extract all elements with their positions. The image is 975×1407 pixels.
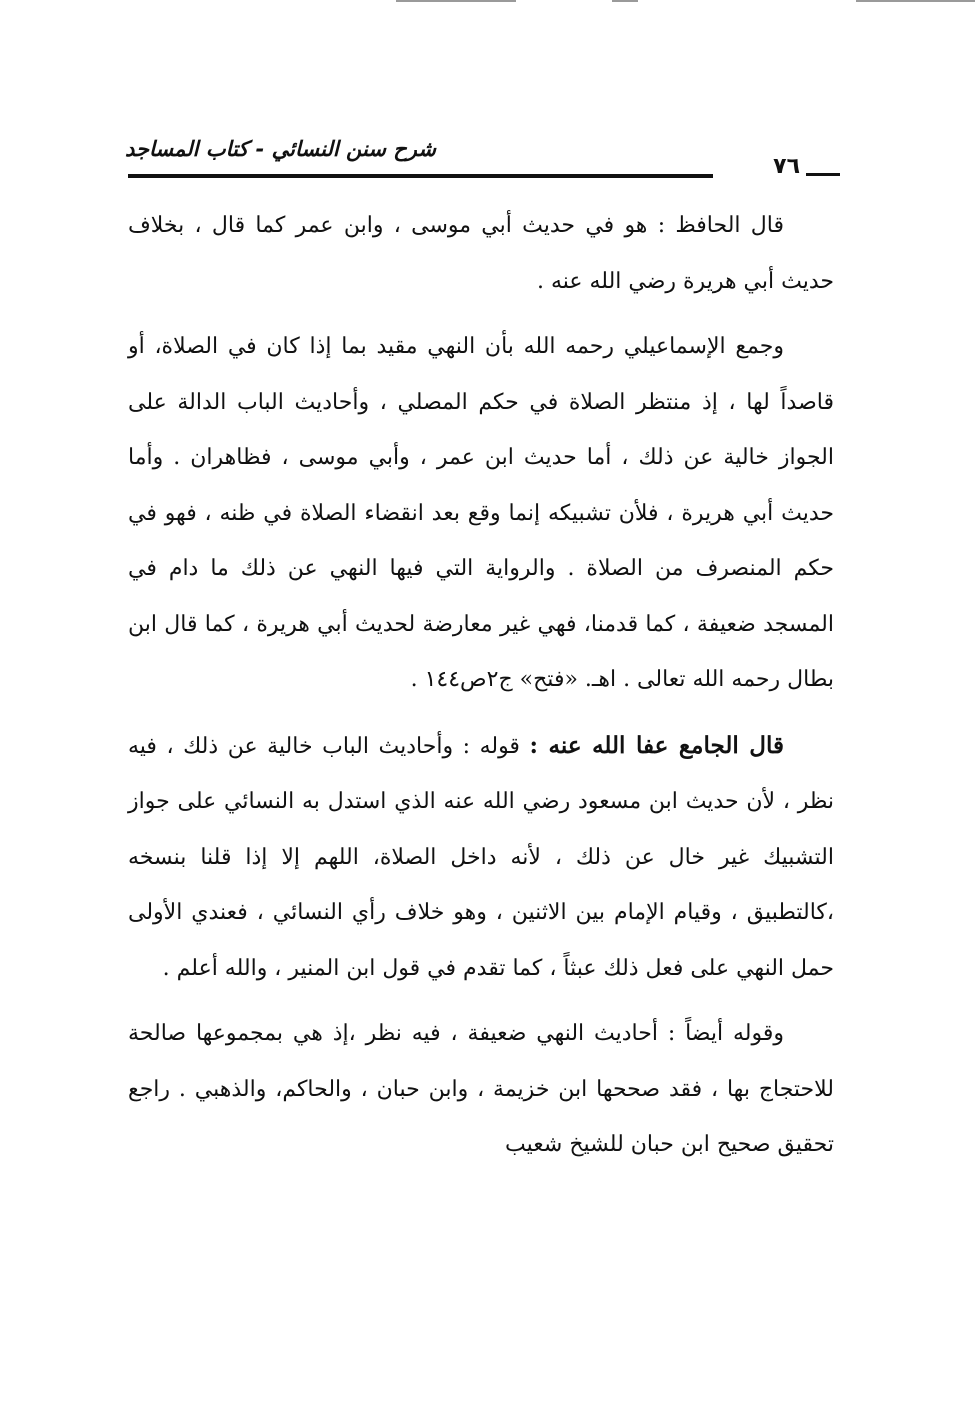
paragraph-text: قوله : وأحاديث الباب خالية عن ذلك ، فيه نظر ، لأن حديث ابن مسعود رضي الله عنه الذي استدل به النسائي على جواز التشبيك غير خال عن ذلك ، لأنه داخل الصلاة، اللهم إلا إذا قلنا بنسخه ،كالتطبيق ، وقيام الإمام بين الاثنين ، وهو خلاف رأي النسائي ، فعندي الأولى حمل النهي على فعل ذلك عبثاً ، كما تقدم في قول ابن المنير ، والله أعلم . <box>128 733 834 981</box>
paragraph-text: وقوله أيضاً : أحاديث النهي ضعيفة ، فيه نظر ،إذ هي بمجموعها صالحة للاحتجاج بها ، فقد صححها ابن خزيمة ، وابن حبان ، والحاكم، والذهبي . راجع تحقيق صحيح ابن حبان للشيخ شعيب <box>128 1021 834 1157</box>
running-title: شرح سنن النسائي - كتاب المساجد <box>125 137 436 161</box>
scan-mark <box>612 0 638 2</box>
paragraph <box>128 718 834 997</box>
scan-mark <box>856 0 975 2</box>
body-text <box>128 198 834 1183</box>
paragraph <box>128 198 834 309</box>
paragraph-lead: قال الجامع عفا الله عنه : <box>529 731 784 759</box>
page-header <box>125 137 840 189</box>
page-number-dash <box>806 173 840 176</box>
paragraph <box>128 1006 834 1173</box>
header-rule <box>128 174 713 178</box>
paragraph-text: قال الحافظ : هو في حديث أبي موسى ، وابن عمر كما قال ، بخلاف حديث أبي هريرة رضي الله عنه . <box>128 213 834 294</box>
scan-mark <box>396 0 516 2</box>
page-number: ٧٦ <box>773 154 800 179</box>
paragraph-text: وجمع الإسماعيلي رحمه الله بأن النهي مقيد بما إذا كان في الصلاة، أو قاصداً لها ، إذ منتظر الصلاة في حكم المصلي ، وأحاديث الباب الدالة على الجواز خالية عن ذلك ، أما حديث ابن عمر ، وأبي موسى ، فظاهران . وأما حديث أبي هريرة ، فلأن تشبيكه إنما وقع بعد انقضاء الصلاة في ظنه ، فهو في حكم المنصرف من الصلاة . والرواية التي فيها النهي عن ذلك ما دام في المسجد ضعيفة ، كما قدمنا، فهي غير معارضة لحديث أبي هريرة ، كما قال ابن بطال رحمه الله تعالى . اهـ. «فتح» ج٢ص١٤٤ . <box>128 334 834 692</box>
paragraph <box>128 319 834 708</box>
